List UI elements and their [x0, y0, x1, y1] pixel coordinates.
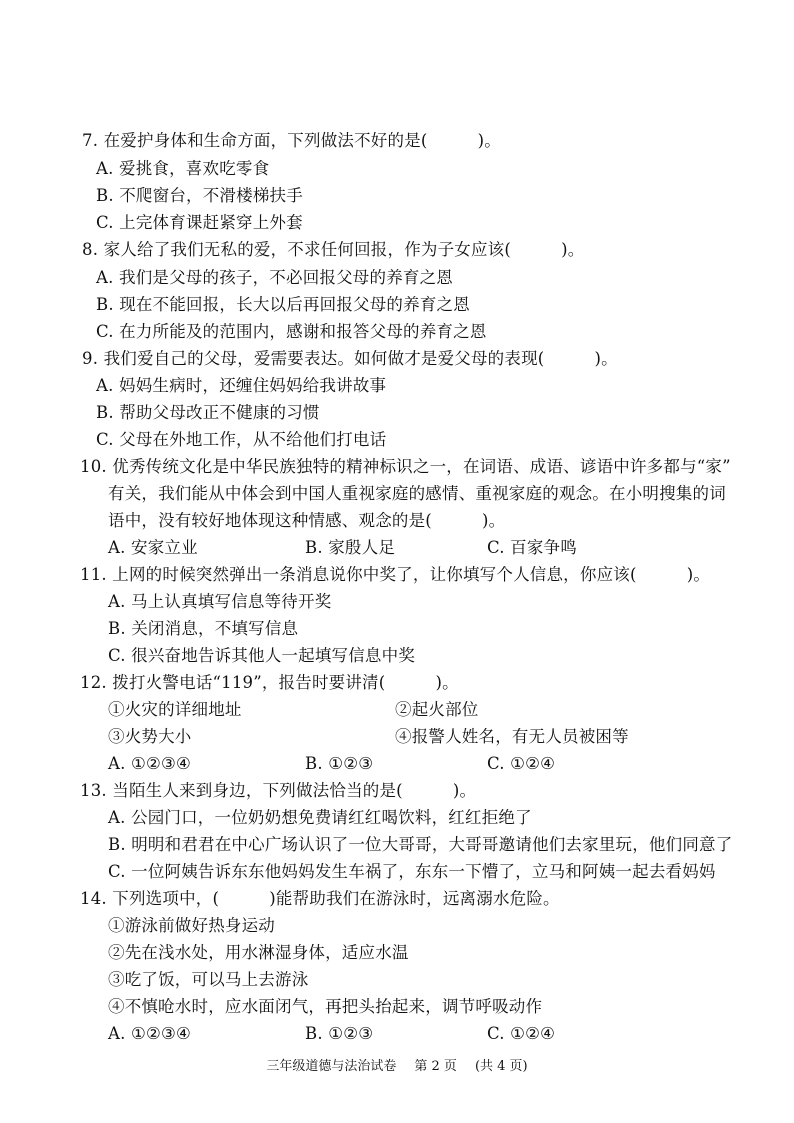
question-14-option-b: B. ①②③	[305, 1024, 374, 1043]
question-9-option-a: A. 妈妈生病时，还缠住妈妈给我讲故事	[96, 376, 387, 395]
question-8-option-a: A. 我们是父母的孩子，不必回报父母的养育之恩	[96, 268, 454, 287]
question-12-stem: 12. 拨打火警电话“119”，报告时要讲清( )。	[80, 673, 459, 692]
question-7-stem: 7. 在爱护身体和生命方面，下列做法不好的是( )。	[82, 131, 501, 150]
question-12-item-2: ②起火部位	[395, 700, 479, 719]
question-14-item-2: ②先在浅水处，用水淋湿身体，适应水温	[108, 943, 409, 962]
question-12-option-a: A. ①②③④	[108, 754, 191, 773]
question-8-option-c: C. 在力所能及的范围内，感谢和报答父母的养育之恩	[96, 322, 487, 341]
question-11-option-b: B. 关闭消息，不填写信息	[108, 619, 299, 638]
question-13-option-b: B. 明明和君君在中心广场认识了一位大哥哥，大哥哥邀请他们去家里玩，他们同意了	[108, 835, 733, 854]
question-11-option-c: C. 很兴奋地告诉其他人一起填写信息中奖	[108, 646, 416, 665]
question-12-item-3: ③火势大小	[108, 727, 192, 746]
question-8-option-b: B. 现在不能回报，长大以后再回报父母的养育之恩	[96, 295, 470, 314]
question-8-stem: 8. 家人给了我们无私的爱，不求任何回报，作为子女应该( )。	[82, 240, 585, 259]
question-9-option-b: B. 帮助父母改正不健康的习惯	[96, 403, 320, 422]
question-7-option-c: C. 上完体育课赶紧穿上外套	[96, 213, 303, 232]
question-14-item-1: ①游泳前做好热身运动	[108, 916, 275, 935]
question-12-option-c: C. ①②④	[487, 754, 556, 773]
question-13-option-c: C. 一位阿姨告诉东东他妈妈发生车祸了，东东一下懵了，立马和阿姨一起去看妈妈	[108, 862, 716, 881]
question-11-stem: 11. 上网的时候突然弹出一条消息说你中奖了，让你填写个人信息，你应该( )。	[80, 565, 711, 584]
page-footer	[0, 1058, 794, 1076]
question-9-option-c: C. 父母在外地工作，从不给他们打电话	[96, 430, 387, 449]
question-14-item-3: ③吃了饭，可以马上去游泳	[108, 970, 309, 989]
question-10-option-a: A. 安家立业	[108, 538, 198, 557]
question-14-stem: 14. 下列选项中，( )能帮助我们在游泳时，远离溺水危险。	[80, 889, 560, 908]
question-12-option-b: B. ①②③	[305, 754, 374, 773]
question-10-stem-line-1: 10. 优秀传统文化是中华民族独特的精神标识之一，在词语、成语、谚语中许多都与“家”	[80, 457, 731, 476]
question-10-option-b: B. 家殷人足	[305, 538, 396, 557]
question-11-option-a: A. 马上认真填写信息等待开奖	[108, 592, 332, 611]
question-14-item-4: ④不慎呛水时，应水面闭气，再把头抬起来，调节呼吸动作	[108, 997, 543, 1016]
footer-exam-title: 三年级道德与法治试卷	[266, 1059, 397, 1074]
question-9-stem: 9. 我们爱自己的父母，爱需要表达。如何做才是爱父母的表现( )。	[82, 349, 618, 368]
footer-page-number: 第 2 页	[414, 1059, 457, 1074]
question-13-stem: 13. 当陌生人来到身边，下列做法恰当的是( )。	[80, 781, 477, 800]
question-10-option-c: C. 百家争鸣	[487, 538, 577, 557]
question-7-option-a: A. 爱挑食，喜欢吃零食	[96, 159, 270, 178]
question-10-stem-line-2: 有关，我们能从中体会到中国人重视家庭的感情、重视家庭的观念。在小明搜集的词	[108, 484, 726, 503]
question-7-option-b: B. 不爬窗台，不滑楼梯扶手	[96, 186, 303, 205]
question-14-option-a: A. ①②③④	[108, 1024, 191, 1043]
footer-total-pages: (共 4 页)	[474, 1059, 528, 1074]
question-13-option-a: A. 公园门口，一位奶奶想免费请红红喝饮料，红红拒绝了	[108, 808, 532, 827]
question-14-option-c: C. ①②④	[487, 1024, 556, 1043]
question-12-item-4: ④报警人姓名，有无人员被困等	[395, 727, 629, 746]
question-10-stem-line-3: 语中，没有较好地体现这种情感、观念的是( )。	[108, 511, 506, 530]
question-12-item-1: ①火灾的详细地址	[108, 700, 242, 719]
